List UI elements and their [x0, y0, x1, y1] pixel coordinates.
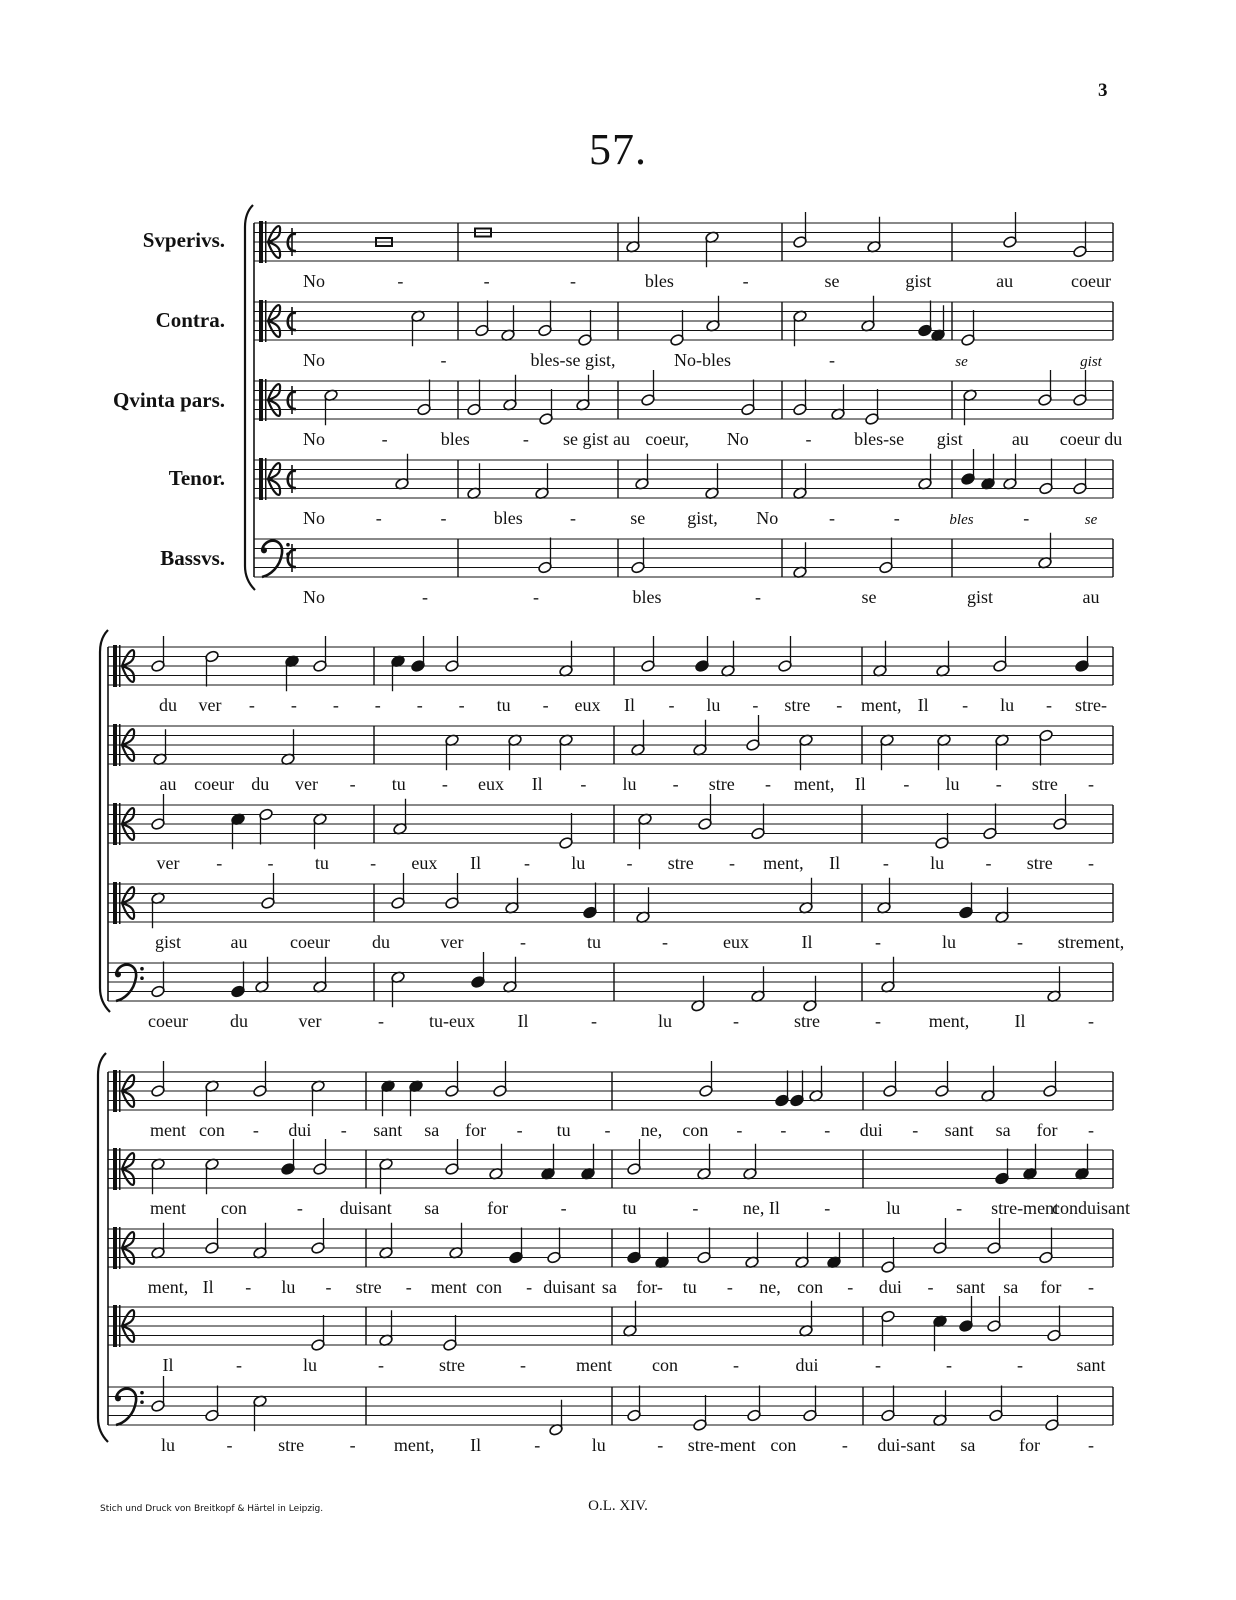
page-number: 3 — [1098, 80, 1108, 101]
lyric-syllable: - — [458, 695, 465, 715]
lyric-syllable: for — [465, 1120, 487, 1140]
lyric-syllable: Il — [202, 1277, 214, 1297]
lyric-syllable: - — [216, 853, 223, 873]
lyric-syllable: au — [996, 271, 1014, 291]
lyric-syllable: Il — [1014, 1011, 1026, 1031]
lyric-syllable: lu — [302, 1355, 318, 1375]
lyric-syllable: gist — [905, 271, 932, 291]
lyric-syllable: - — [1088, 1011, 1094, 1031]
c-clef-bar — [259, 221, 263, 263]
lyric-syllable: gist — [936, 429, 963, 449]
lyric-syllable: - — [523, 853, 530, 873]
piece-number: 57. — [589, 125, 647, 174]
lyric-syllable: Il — [470, 1435, 482, 1455]
f-clef-dot — [115, 1395, 121, 1401]
lyric-syllable: lu — [622, 774, 637, 794]
c-clef-bar — [259, 300, 263, 342]
f-clef-icon — [262, 541, 282, 577]
lyric-syllable: duisant — [543, 1277, 596, 1297]
lyric-syllable: lu — [591, 1435, 606, 1455]
lyric-syllable: - — [733, 1011, 739, 1031]
lyric-syllable: coeur, — [645, 429, 690, 449]
lyric-syllable: - — [927, 1277, 934, 1297]
lyric-syllable: - — [1017, 1355, 1023, 1375]
lyric-syllable: Il — [531, 774, 543, 794]
lyric-syllable: Il — [829, 853, 841, 873]
lyric-syllable: - — [236, 1355, 242, 1375]
lyric-syllable: bles-se gist, — [530, 350, 616, 370]
lyric-syllable: - — [370, 853, 377, 873]
lyric-syllable: dui — [878, 1277, 902, 1297]
lyric-syllable: ver — [198, 695, 222, 715]
c-clef-bar — [113, 1305, 117, 1347]
lyric-syllable: - — [893, 508, 900, 528]
lyric-syllable: Il — [470, 853, 482, 873]
lyric-syllable: tu — [682, 1277, 697, 1297]
lyric-syllable: stre — [1026, 853, 1053, 873]
lyric-syllable: dui — [859, 1120, 883, 1140]
lyric-syllable: - — [226, 1435, 233, 1455]
lyric-syllable: - — [875, 1355, 881, 1375]
lyric-syllable: se — [630, 508, 646, 528]
lyric-syllable: lu — [945, 774, 960, 794]
lyric-syllable: stre — [784, 695, 811, 715]
lyric-syllable: gist — [966, 587, 994, 607]
lyric-syllable: se — [824, 271, 840, 291]
printer-credit: Stich und Druck von Breitkopf & Härtel in Leipzig. — [100, 1504, 324, 1514]
lyric-syllable: - — [1017, 932, 1023, 952]
lyric-syllable: - — [657, 1435, 664, 1455]
lyric-syllable: No — [303, 587, 325, 607]
f-clef-dot — [140, 967, 144, 971]
lyric-syllable: ment, — [928, 1011, 970, 1031]
lyric-syllable: coeur — [290, 932, 330, 952]
lyric-syllable: - — [1088, 1435, 1094, 1455]
f-clef-icon — [116, 965, 136, 1001]
lyric-syllable: - — [764, 774, 771, 794]
lyric-syllable: for- — [636, 1277, 663, 1297]
lyric-syllable: for — [1018, 1435, 1040, 1455]
lyric-syllable: ver — [440, 932, 464, 952]
lyric-syllable: for — [1036, 1120, 1058, 1140]
lyric-syllable: ment, — [860, 695, 902, 715]
lyric-syllable: - — [875, 1011, 881, 1031]
lyric-syllable: tu — [314, 853, 329, 873]
lyric-syllable: lu — [1000, 695, 1015, 715]
voice-label-tenor: Tenor. — [168, 466, 225, 490]
voice-label-bassus: Bassvs. — [160, 546, 225, 570]
lyric-syllable: - — [726, 1277, 733, 1297]
lyric-syllable: - — [349, 1435, 356, 1455]
lyric-syllable: ment — [430, 1277, 467, 1297]
lyric-syllable: sant — [956, 1277, 986, 1297]
lyric-syllable: - — [416, 695, 423, 715]
lyric-syllable: lu — [281, 1277, 296, 1297]
lyric-syllable: - — [570, 271, 576, 291]
lyric-syllable: se — [1084, 512, 1098, 528]
lyric-syllable: - — [985, 853, 992, 873]
lyric-syllable: dui — [288, 1120, 312, 1140]
lyric-syllable: - — [374, 695, 381, 715]
lyric-syllable: - — [841, 1435, 848, 1455]
lyric-syllable: No — [303, 271, 325, 291]
lyric-syllable: - — [755, 587, 761, 607]
lyric-syllable: con — [476, 1277, 503, 1297]
lyric-syllable: - — [829, 350, 835, 370]
lyric-syllable: - — [580, 774, 587, 794]
f-clef-dot — [115, 971, 121, 977]
lyric-syllable: sant — [944, 1120, 974, 1140]
lyric-syllable: - — [662, 932, 668, 952]
lyric-syllable: lu — [941, 932, 957, 952]
lyric-syllable: coeur — [148, 1011, 188, 1031]
lyric-syllable: stre-ment — [991, 1198, 1060, 1218]
lyric-syllable: se — [955, 354, 968, 370]
lyric-syllable: - — [829, 508, 835, 528]
f-clef-icon — [116, 1389, 136, 1425]
lyric-syllable: ver — [298, 1011, 322, 1031]
lyric-syllable: - — [962, 695, 969, 715]
lyric-syllable: sant — [1076, 1355, 1106, 1375]
lyric-syllable: stre — [439, 1355, 465, 1375]
lyric-syllable: - — [591, 1011, 597, 1031]
lyric-syllable: - — [882, 853, 889, 873]
lyric-syllable: stre- — [1075, 695, 1107, 715]
lyric-syllable: au — [1011, 429, 1029, 449]
f-clef-dot — [140, 1391, 144, 1395]
lyric-syllable: gist — [1080, 354, 1102, 370]
lyric-syllable: - — [570, 508, 576, 528]
lyric-syllable: tu-eux — [429, 1011, 475, 1031]
lyric-syllable: - — [440, 350, 447, 370]
lyric-syllable: coeur — [194, 774, 235, 794]
lyric-syllable: Il — [162, 1355, 174, 1375]
lyric-syllable: - — [1088, 1120, 1094, 1140]
lyric-syllable: sa — [424, 1120, 440, 1140]
lyric-syllable: sa — [1003, 1277, 1019, 1297]
lyric-syllable: - — [875, 932, 881, 952]
lyric-syllable: Il — [801, 932, 813, 952]
lyric-syllable: tu — [556, 1120, 571, 1140]
lyric-syllable: bles — [632, 587, 662, 607]
lyric-syllable: lu — [160, 1435, 176, 1455]
lyric-syllable: ver — [156, 853, 180, 873]
voice-label-quinta-pars: Qvinta pars. — [112, 388, 225, 412]
lyric-syllable: eux — [574, 695, 601, 715]
lyric-syllable: - — [526, 1277, 533, 1297]
lyric-syllable: con — [220, 1198, 247, 1218]
lyric-syllable: ne, — [640, 1120, 663, 1140]
lyric-syllable: - — [780, 1120, 787, 1140]
lyric-syllable: con — [652, 1355, 678, 1375]
lyric-syllable: ment — [150, 1120, 186, 1140]
lyric-syllable: ment, — [793, 774, 835, 794]
lyric-syllable: - — [245, 1277, 252, 1297]
lyric-syllable: du — [251, 774, 270, 794]
lyric-syllable: eux — [723, 932, 749, 952]
lyric-syllable: - — [729, 853, 736, 873]
lyric-syllable: bles — [493, 508, 523, 528]
lyric-syllable: du — [372, 932, 390, 952]
f-clef-dot — [140, 976, 144, 980]
c-clef-bar — [259, 458, 263, 500]
lyric-syllable: - — [903, 774, 910, 794]
lyric-syllable: se — [861, 587, 877, 607]
lyric-syllable: ment, — [393, 1435, 435, 1455]
lyric-syllable: ment, — [763, 853, 804, 873]
lyric-syllable: - — [534, 1435, 541, 1455]
lyric-syllable: ment — [150, 1198, 186, 1218]
voice-label-superius: Svperivs. — [142, 228, 225, 252]
lyric-syllable: - — [325, 1277, 332, 1297]
lyric-syllable: lu — [657, 1011, 673, 1031]
lyric-syllable: - — [824, 1198, 831, 1218]
lyric-syllable: sa — [601, 1277, 617, 1297]
lyric-syllable: - — [290, 695, 297, 715]
lyric-syllable: - — [847, 1277, 854, 1297]
lyric-syllable: strement, — [1057, 932, 1125, 952]
lyric-syllable: ne, — [759, 1277, 781, 1297]
lyric-syllable: lu — [706, 695, 721, 715]
lyric-syllable: - — [956, 1198, 963, 1218]
lyric-syllable: - — [516, 1120, 523, 1140]
lyric-syllable: - — [995, 774, 1002, 794]
lyric-syllable: du — [230, 1011, 248, 1031]
lyric-syllable: - — [422, 587, 428, 607]
lyric-syllable: - — [1088, 1277, 1094, 1297]
lyric-syllable: - — [381, 429, 388, 449]
c-clef-bar — [113, 724, 117, 766]
lyric-syllable: - — [441, 774, 448, 794]
lyric-syllable: - — [405, 1277, 412, 1297]
lyric-syllable: du — [159, 695, 177, 715]
lyric-syllable: - — [533, 587, 539, 607]
lyric-syllable: stre — [278, 1435, 305, 1455]
lyric-syllable: bles — [440, 429, 470, 449]
lyric-syllable: - — [604, 1120, 611, 1140]
f-clef-dot — [286, 543, 290, 547]
lyric-syllable: stre — [1031, 774, 1058, 794]
c-clef-bar — [113, 882, 117, 924]
f-clef-dot — [261, 547, 267, 553]
lyric-syllable: - — [440, 508, 447, 528]
lyric-syllable: No-bles — [674, 350, 731, 370]
lyric-syllable: eux — [411, 853, 438, 873]
catalog-mark: O.L. XIV. — [588, 1498, 648, 1514]
lyric-syllable: - — [672, 774, 679, 794]
lyric-syllable: - — [752, 695, 759, 715]
lyric-syllable: - — [733, 1355, 739, 1375]
lyric-syllable: - — [349, 774, 356, 794]
lyric-syllable: ment, — [147, 1277, 189, 1297]
lyric-syllable: - — [522, 429, 529, 449]
lyric-syllable: bles-se — [854, 429, 905, 449]
lyric-syllable: No — [303, 350, 325, 370]
lyric-syllable: - — [1088, 774, 1094, 794]
lyric-syllable: dui — [795, 1355, 819, 1375]
lyric-syllable: coeur du — [1059, 429, 1123, 449]
lyric-syllable: sant — [373, 1120, 403, 1140]
lyric-syllable: conduisant — [1052, 1198, 1130, 1218]
lyric-syllable: - — [626, 853, 633, 873]
lyric-syllable: No — [303, 508, 325, 528]
lyric-syllable: - — [483, 271, 490, 291]
lyric-syllable: tu — [391, 774, 406, 794]
lyric-syllable: - — [375, 508, 382, 528]
lyric-syllable: sa — [424, 1198, 440, 1218]
lyric-syllable: con — [682, 1120, 709, 1140]
lyric-syllable: - — [692, 1198, 699, 1218]
lyric-syllable: con — [770, 1435, 797, 1455]
c-clef-bar — [113, 803, 117, 845]
lyric-syllable: stre — [355, 1277, 382, 1297]
lyric-syllable: dui-sant — [877, 1435, 936, 1455]
c-clef-bar — [113, 1227, 117, 1269]
lyric-syllable: bles — [644, 271, 674, 291]
lyric-syllable: lu — [571, 853, 586, 873]
lyric-syllable: coeur — [1071, 271, 1111, 291]
lyric-syllable: con — [198, 1120, 225, 1140]
lyric-syllable: No — [303, 429, 325, 449]
lyric-syllable: stre — [794, 1011, 820, 1031]
lyric-syllable: - — [252, 1120, 259, 1140]
lyric-syllable: con — [797, 1277, 824, 1297]
lyric-syllable: stre — [667, 853, 694, 873]
lyric-syllable: - — [378, 1011, 384, 1031]
system-bracket — [98, 1053, 108, 1442]
lyric-syllable: - — [1088, 853, 1094, 873]
lyric-syllable: sa — [960, 1435, 976, 1455]
lyric-syllable: gist, — [687, 508, 718, 528]
lyric-syllable: - — [267, 853, 274, 873]
lyric-syllable: - — [805, 429, 812, 449]
lyric-syllable: duisant — [339, 1198, 392, 1218]
lyric-syllable: ver — [294, 774, 318, 794]
lyric-syllable: - — [836, 695, 843, 715]
lyric-syllable: - — [736, 1120, 743, 1140]
lyric-syllable: ne, Il — [742, 1198, 780, 1218]
lyric-syllable: - — [1023, 508, 1030, 528]
c-clef-bar — [113, 1070, 117, 1112]
lyric-syllable: tu — [496, 695, 511, 715]
lyric-syllable: - — [520, 932, 526, 952]
lyric-syllable: - — [340, 1120, 347, 1140]
lyric-syllable: - — [912, 1120, 919, 1140]
lyric-syllable: eux — [478, 774, 505, 794]
lyric-syllable: No — [756, 508, 779, 528]
lyric-syllable: Il — [517, 1011, 529, 1031]
lyric-syllable: Il — [917, 695, 929, 715]
lyric-syllable: sa — [995, 1120, 1011, 1140]
lyric-syllable: - — [668, 695, 675, 715]
f-clef-dot — [140, 1400, 144, 1404]
lyric-syllable: se gist au — [563, 429, 631, 449]
lyric-syllable: - — [520, 1355, 526, 1375]
lyric-syllable: bles — [949, 512, 974, 528]
lyric-syllable: No — [726, 429, 749, 449]
lyric-syllable: tu — [622, 1198, 637, 1218]
lyric-syllable: stre-ment — [687, 1435, 756, 1455]
lyric-syllable: Il — [624, 695, 635, 715]
lyric-syllable: ment — [576, 1355, 612, 1375]
lyric-syllable: for — [1040, 1277, 1062, 1297]
lyric-syllable: - — [248, 695, 255, 715]
lyric-syllable: - — [332, 695, 339, 715]
lyric-syllable: for — [487, 1198, 509, 1218]
lyric-syllable: au — [159, 774, 177, 794]
lyric-syllable: - — [560, 1198, 567, 1218]
lyric-syllable: lu — [886, 1198, 901, 1218]
c-clef-bar — [259, 379, 263, 421]
lyric-syllable: lu — [930, 853, 945, 873]
lyric-syllable: - — [378, 1355, 384, 1375]
lyric-syllable: - — [397, 271, 404, 291]
lyric-syllable: stre — [708, 774, 735, 794]
lyric-syllable: - — [742, 271, 749, 291]
lyric-syllable: - — [824, 1120, 831, 1140]
lyric-syllable: - — [542, 695, 549, 715]
voice-label-contra: Contra. — [155, 308, 225, 332]
lyric-syllable: Il — [854, 774, 866, 794]
lyric-syllable: - — [1046, 695, 1053, 715]
lyric-syllable: tu — [586, 932, 602, 952]
lyric-syllable: gist — [154, 932, 182, 952]
lyric-syllable: au — [230, 932, 248, 952]
lyric-syllable: - — [296, 1198, 303, 1218]
lyric-syllable: - — [946, 1355, 952, 1375]
c-clef-bar — [113, 645, 117, 687]
c-clef-bar — [113, 1148, 117, 1190]
lyric-syllable: au — [1082, 587, 1100, 607]
